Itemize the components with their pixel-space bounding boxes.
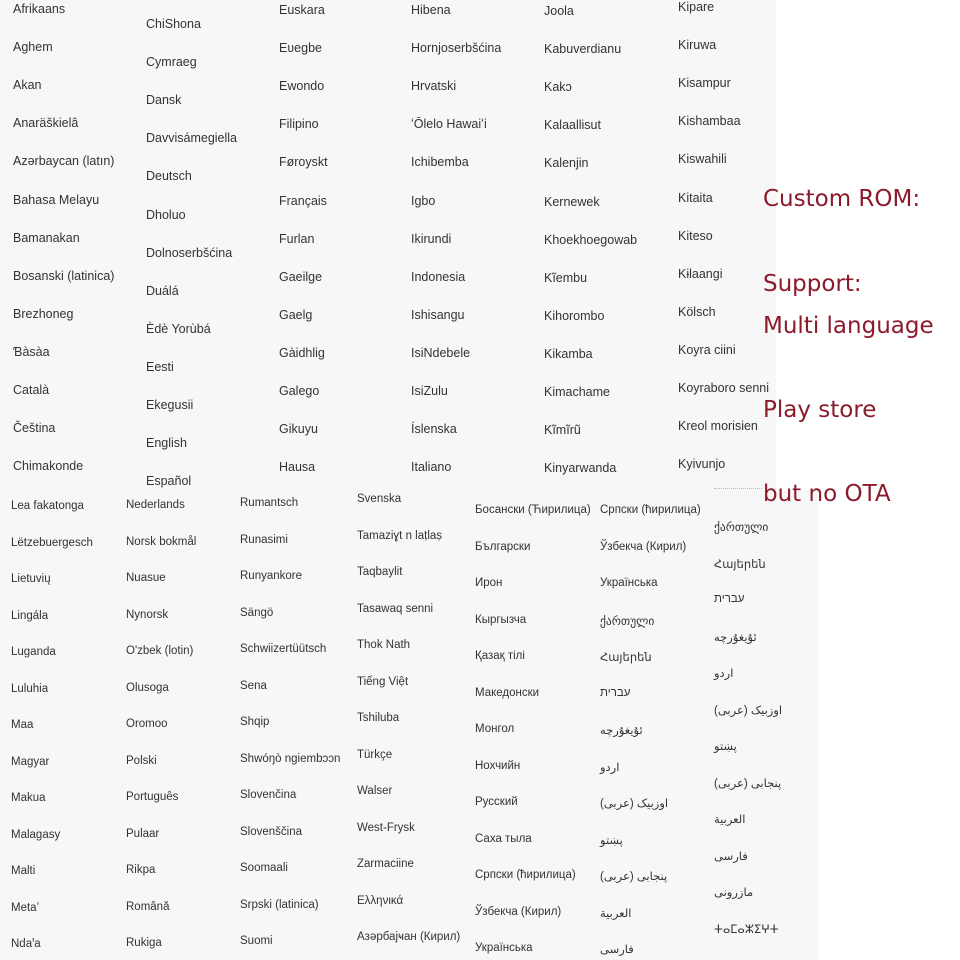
language-item[interactable]: Davvisámegiella (146, 131, 238, 146)
language-item[interactable]: Cymraeg (146, 55, 197, 70)
language-item[interactable]: Kitaita (678, 190, 713, 205)
language-item[interactable]: ئۇيغۇرچە (714, 631, 757, 644)
language-item[interactable]: Ɓàsàa (13, 344, 50, 359)
language-item[interactable]: Thok Nath (357, 639, 411, 651)
language-item[interactable]: Føroyskt (279, 155, 328, 170)
language-item[interactable]: Português (126, 791, 179, 803)
language-item[interactable]: Suomi (240, 935, 273, 947)
language-item[interactable]: Ikirundi (411, 231, 452, 246)
annotation-play-store: Play store (763, 397, 877, 423)
language-item[interactable]: Tshiluba (357, 712, 400, 724)
language-item[interactable]: Bamanakan (13, 230, 80, 245)
language-item[interactable]: Afrikaans (13, 2, 66, 16)
language-item[interactable]: Tamaziɣt n laṭlaṣ (357, 529, 443, 542)
language-item[interactable]: Luganda (11, 646, 56, 658)
language-item[interactable]: Maa (11, 719, 34, 731)
annotation-custom-rom: Custom ROM: (763, 186, 921, 212)
language-item[interactable]: Українська (600, 577, 658, 589)
language-item[interactable]: Chimakonde (13, 459, 84, 474)
language-item[interactable]: Akan (13, 78, 42, 93)
language-item[interactable]: Olusoga (126, 681, 169, 694)
language-item[interactable]: Lingála (11, 609, 49, 622)
language-item[interactable]: English (146, 436, 187, 451)
language-item[interactable]: Türkçe (357, 748, 393, 761)
language-item[interactable]: Kikamba (544, 346, 593, 361)
language-item[interactable]: Kalenjin (544, 156, 589, 171)
language-item[interactable]: Kalaallisut (544, 118, 601, 133)
language-item[interactable]: Ирон (475, 577, 503, 589)
language-item[interactable]: Èdè Yorùbá (146, 321, 211, 336)
language-item[interactable]: Dansk (146, 93, 182, 108)
language-item[interactable]: Ελληνικά (357, 894, 404, 907)
language-item[interactable]: العربية (714, 814, 746, 826)
language-item[interactable]: Slovenščina (240, 825, 303, 838)
language-item[interactable]: Ndaꞌa (11, 938, 41, 950)
language-item[interactable]: Eʋegbe (279, 41, 322, 56)
language-item[interactable]: Հայերեն (714, 558, 766, 571)
language-item[interactable]: Ўзбекча (Кирил) (600, 540, 687, 553)
language-item[interactable]: Srpski (latinica) (240, 898, 319, 911)
language-item[interactable]: Gaeilge (279, 269, 323, 284)
language-item[interactable]: Oromoo (126, 718, 168, 730)
language-item[interactable]: Српски (ћирилица) (475, 869, 576, 881)
language-item[interactable]: ئۇيغۇرچە (600, 725, 643, 737)
language-item[interactable]: Anaräškielâ (13, 116, 79, 131)
language-item[interactable]: Slovenčina (240, 789, 297, 801)
language-item[interactable]: Nynorsk (126, 608, 169, 621)
language-item[interactable]: فارسی (600, 944, 634, 956)
language-item[interactable]: Khoekhoegowab (544, 232, 638, 247)
language-item[interactable]: Кыргызча (475, 613, 527, 626)
language-item[interactable]: Furlan (279, 231, 315, 246)
language-item[interactable]: עברית (714, 593, 745, 605)
language-item[interactable]: Bosanski (latinica) (13, 268, 115, 283)
annotation-support: Support: (763, 271, 862, 297)
language-item[interactable]: Shwóŋò ngiembɔɔn (240, 752, 341, 765)
language-item[interactable]: Hornjoserbšćina (411, 41, 502, 56)
language-item[interactable]: Gikuyu (279, 422, 318, 437)
language-item[interactable]: Brezhoneg (13, 306, 74, 321)
language-item[interactable]: Metaʼ (11, 901, 40, 914)
language-item[interactable]: Српски (ћирилица) (600, 504, 701, 516)
language-item[interactable]: Українська (475, 942, 533, 954)
language-item[interactable]: Lietuvių (11, 573, 51, 585)
annotation-no-ota: but no OTA (763, 481, 891, 507)
language-item[interactable]: Svenska (357, 493, 402, 505)
language-item[interactable]: Koyraboro senni (678, 381, 770, 395)
language-item[interactable]: Ekegusii (146, 398, 194, 412)
language-item[interactable]: Euskara (279, 3, 325, 17)
language-item[interactable]: Ўзбекча (Кирил) (475, 905, 562, 918)
language-item[interactable]: Aghem (13, 40, 53, 55)
language-item[interactable]: Kakɔ (544, 80, 572, 95)
language-item[interactable]: پښتو (600, 834, 623, 847)
language-item[interactable]: Igbo (411, 193, 436, 208)
language-item[interactable]: IsiZulu (411, 384, 448, 398)
language-item[interactable]: مازرونی (714, 887, 754, 899)
language-item[interactable]: Kreol morisien (678, 419, 758, 434)
language-item[interactable]: Հայերեն (600, 652, 652, 664)
language-item[interactable]: West-Frysk (357, 821, 415, 834)
language-item[interactable]: Kölsch (678, 304, 716, 319)
language-item[interactable]: اردو (600, 761, 620, 774)
language-item[interactable]: Tiếng Việt (357, 675, 409, 688)
language-item[interactable]: Kabuverdianu (544, 42, 622, 57)
language-item[interactable]: Kĩembu (544, 270, 588, 285)
language-item[interactable]: Duálá (146, 283, 179, 298)
language-item[interactable]: اوزبیک (عربی) (714, 704, 783, 717)
language-item[interactable]: Norsk bokmål (126, 535, 197, 548)
language-item[interactable]: Pulaar (126, 827, 160, 840)
language-item[interactable]: Саха тыла (475, 832, 532, 845)
language-item[interactable]: Kiruwa (678, 38, 717, 53)
language-item[interactable]: Malti (11, 865, 36, 877)
language-item[interactable]: پنجابی (عربی) (600, 871, 668, 883)
language-item[interactable]: فارسی (714, 850, 748, 863)
language-item[interactable]: Íslenska (411, 422, 457, 437)
language-item[interactable]: Soomaali (240, 862, 288, 874)
language-item[interactable]: Malagasy (11, 828, 61, 841)
language-item[interactable]: Luluhia (11, 682, 49, 695)
language-item[interactable]: Нохчийн (475, 759, 521, 772)
language-item[interactable]: Kyivunjo (678, 457, 726, 472)
language-item[interactable]: Kiswahili (678, 152, 727, 167)
language-item[interactable]: Kihorombo (544, 308, 605, 323)
language-item[interactable]: Italiano (411, 460, 452, 475)
language-item[interactable]: Kipare (678, 0, 715, 14)
language-item[interactable]: עברית (600, 686, 631, 699)
language-item[interactable]: Eesti (146, 359, 174, 374)
language-item[interactable]: اوزبیک (عربی) (600, 798, 669, 810)
language-item[interactable]: Rumantsch (240, 497, 299, 509)
language-item[interactable]: Ewondo (279, 79, 325, 94)
language-item[interactable]: Kishambaa (678, 114, 741, 129)
language-item[interactable]: O'zbek (lotin) (126, 645, 194, 657)
annotation-multi-language: Multi language (763, 313, 934, 339)
language-item[interactable]: Монгол (475, 723, 515, 735)
language-item[interactable]: Koyra ciini (678, 342, 736, 357)
language-item[interactable]: اردو (714, 668, 734, 680)
language-item[interactable]: Sängö (240, 606, 274, 619)
language-item[interactable]: Kimachame (544, 385, 610, 399)
language-item[interactable]: Filipino (279, 117, 319, 132)
language-item[interactable]: Қазақ тілі (475, 650, 525, 662)
language-item[interactable]: Dholuo (146, 207, 186, 222)
language-item[interactable]: Nederlands (126, 499, 185, 511)
language-item[interactable]: Zarmaciine (357, 858, 414, 870)
language-item[interactable]: Română (126, 900, 170, 913)
language-item[interactable]: Kĩmĩrũ (544, 423, 581, 438)
language-item[interactable]: پنجابی (عربی) (714, 777, 782, 790)
language-item[interactable]: Gaelg (279, 307, 313, 322)
language-item[interactable]: IsiNdebele (411, 345, 471, 360)
language-item[interactable]: Kinyarwanda (544, 461, 617, 476)
language-item[interactable]: Runasimi (240, 533, 288, 546)
language-item[interactable]: Joola (544, 4, 574, 18)
language-item[interactable]: Български (475, 540, 531, 553)
language-item[interactable]: Hausa (279, 460, 316, 475)
language-item[interactable]: Taqbaylit (357, 566, 403, 578)
language-item[interactable]: Shqip (240, 716, 270, 728)
language-item[interactable]: Kernewek (544, 194, 600, 209)
language-item[interactable]: ChiShona (146, 17, 201, 31)
language-item[interactable]: Bahasa Melayu (13, 192, 100, 207)
language-item[interactable]: Deutsch (146, 169, 192, 184)
language-item[interactable]: Magyar (11, 755, 50, 768)
language-item[interactable]: Kisampur (678, 76, 731, 91)
divider (714, 488, 762, 495)
language-item[interactable]: العربية (600, 907, 632, 920)
language-item[interactable]: Sena (240, 679, 267, 692)
language-item[interactable]: Ichibemba (411, 155, 469, 170)
language-item[interactable]: Hibena (411, 3, 451, 17)
language-item[interactable]: Gàidhlig (279, 345, 325, 360)
language-item[interactable]: ⵜⴰⵎⴰⵣⵉⵖⵜ (714, 923, 779, 936)
language-item[interactable]: پښتو (714, 741, 737, 753)
language-item[interactable]: Nuasue (126, 572, 166, 584)
language-item[interactable]: Français (279, 193, 327, 208)
language-item[interactable]: Rikpa (126, 864, 156, 876)
language-item[interactable]: Kɨlaangi (678, 266, 723, 281)
language-item[interactable]: Ishisangu (411, 307, 465, 322)
language-item[interactable]: Walser (357, 785, 393, 797)
language-item[interactable]: Kiteso (678, 228, 713, 243)
language-item[interactable]: Македонски (475, 686, 540, 699)
language-list-top (0, 0, 776, 490)
language-list-bottom (0, 490, 818, 960)
language-item[interactable]: Čeština (13, 421, 56, 436)
language-item[interactable]: Lëtzebuergesch (11, 536, 93, 549)
language-item[interactable]: ʻŌlelo Hawaiʻi (411, 117, 487, 132)
language-item[interactable]: ქართული (714, 522, 769, 534)
language-item[interactable]: ქართული (600, 615, 655, 628)
language-item[interactable]: Русский (475, 796, 518, 808)
language-item[interactable]: Schwiizertüütsch (240, 643, 327, 655)
language-item[interactable]: Polski (126, 754, 157, 767)
language-item[interactable]: Tasawaq senni (357, 602, 434, 615)
language-item[interactable]: Босански (Ћирилица) (475, 504, 591, 516)
language-item[interactable]: Indonesia (411, 269, 466, 284)
language-item[interactable]: Azərbaycan (latın) (13, 154, 115, 169)
language-item[interactable]: Català (13, 383, 50, 397)
language-item[interactable]: Lea fakatonga (11, 500, 84, 512)
language-item[interactable]: Español (146, 474, 192, 489)
language-item[interactable]: Азәрбајҹан (Кирил) (357, 931, 461, 943)
language-item[interactable]: Makua (11, 792, 46, 804)
language-item[interactable]: Runyankore (240, 570, 303, 582)
language-item[interactable]: Galego (279, 384, 320, 398)
language-item[interactable]: Hrvatski (411, 79, 457, 94)
language-item[interactable]: Dolnoserbšćina (146, 245, 233, 260)
language-item[interactable]: Rukiga (126, 937, 162, 949)
